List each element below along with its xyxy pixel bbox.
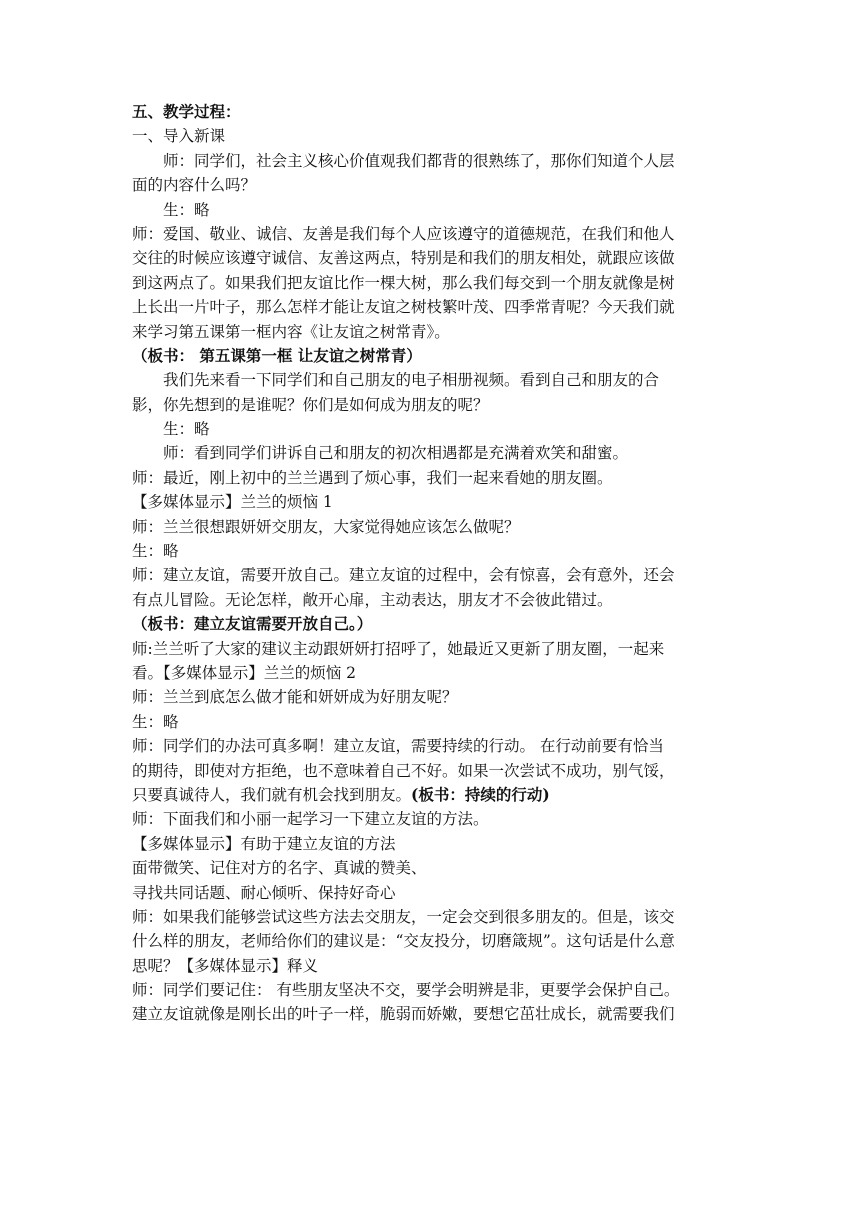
paragraph-line: 师:兰兰听了大家的建议主动跟妍妍打招呼了，她最近又更新了朋友圈，一起来 bbox=[132, 639, 665, 658]
board-note: （板书：建立友谊需要开放自己。） bbox=[132, 614, 373, 634]
document-body bbox=[132, 100, 732, 1027]
paragraph-line: 师：同学们，社会主义核心价值观我们都背的很熟练了，那你们知道个人层 bbox=[163, 151, 675, 170]
paragraph-line: 什么样的朋友，老师给你们的建议是：“交友投分，切磨箴规”。这句话是什么意 bbox=[132, 932, 675, 951]
board-note-inline: (板书：持续的行动) bbox=[411, 784, 550, 804]
paragraph-line: 交往的时候应该遵守诚信、友善这两点，特别是和我们的朋友相处，就跟应该做 bbox=[132, 249, 675, 268]
section-heading: 五、教学过程： bbox=[132, 102, 241, 121]
paragraph-line: 生：略 bbox=[132, 712, 179, 731]
paragraph-line: 思呢？【多媒体显示】释义 bbox=[132, 956, 319, 975]
paragraph-line: 【多媒体显示】有助于建立友谊的方法 bbox=[132, 834, 396, 853]
paragraph-line: 师：爱国、敬业、诚信、友善是我们每个人应该遵守的道德规范，在我们和他人 bbox=[132, 224, 675, 243]
paragraph-line: 有点儿冒险。无论怎样，敞开心扉，主动表达，朋友才不会彼此错过。 bbox=[132, 590, 613, 609]
paragraph-line: 来学习第五课第一框内容《让友谊之树常青》。 bbox=[132, 322, 450, 341]
paragraph-line: 生：略 bbox=[163, 420, 210, 439]
paragraph-text: 只要真诚待人，我们就有机会找到朋友。 bbox=[132, 785, 412, 804]
paragraph-line: 面带微笑、记住对方的名字、真诚的赞美、 bbox=[132, 859, 427, 878]
board-note: （板书： 第五课第一框 让友谊之树常青） bbox=[132, 345, 422, 365]
paragraph-line: 师：看到同学们讲诉自己和朋友的初次相遇都是充满着欢笑和甜蜜。 bbox=[163, 444, 629, 463]
paragraph-line: 师：建立友谊，需要开放自己。建立友谊的过程中，会有惊喜，会有意外，还会 bbox=[132, 566, 675, 585]
paragraph-line: 寻找共同话题、耐心倾听、保持好奇心 bbox=[132, 883, 396, 902]
paragraph-line: 的期待，即使对方拒绝，也不意味着自己不好。如果一次尝试不成功，别气馁， bbox=[132, 761, 675, 780]
paragraph-line: 师：同学们的办法可真多啊！建立友谊，需要持续的行动。 在行动前要有恰当 bbox=[132, 737, 664, 756]
paragraph-line: 生：略 bbox=[163, 200, 210, 219]
paragraph-line: 我们先来看一下同学们和自己朋友的电子相册视频。看到自己和朋友的合 bbox=[163, 371, 660, 390]
paragraph-line bbox=[132, 783, 732, 807]
paragraph-line: 【多媒体显示】兰兰的烦恼 1 bbox=[132, 493, 333, 512]
paragraph-line: 生：略 bbox=[132, 542, 179, 561]
paragraph-line: 建立友谊就像是刚长出的叶子一样，脆弱而娇嫩，要想它茁壮成长，就需要我们 bbox=[132, 1005, 675, 1024]
paragraph-line: 师：如果我们能够尝试这些方法去交朋友，一定会交到很多朋友的。但是，该交 bbox=[132, 907, 675, 926]
paragraph-line: 师：兰兰到底怎么做才能和妍妍成为好朋友呢？ bbox=[132, 688, 458, 707]
paragraph-line: 影，你先想到的是谁呢？你们是如何成为朋友的呢？ bbox=[132, 395, 489, 414]
paragraph-line: 师：最近，刚上初中的兰兰遇到了烦心事，我们一起来看她的朋友圈。 bbox=[132, 468, 613, 487]
paragraph-line: 面的内容什么吗？ bbox=[132, 176, 257, 195]
paragraph-line: 师：下面我们和小丽一起学习一下建立友谊的方法。 bbox=[132, 810, 489, 829]
paragraph-line: 师：同学们要记住： 有些朋友坚决不交，要学会明辨是非，更要学会保护自己。 bbox=[132, 981, 680, 1000]
paragraph-line: 师：兰兰很想跟妍妍交朋友，大家觉得她应该怎么做呢？ bbox=[132, 517, 520, 536]
paragraph-line: 看。【多媒体显示】兰兰的烦恼 2 bbox=[132, 663, 357, 682]
subsection-heading: 一、导入新课 bbox=[132, 127, 226, 146]
paragraph-line: 上长出一片叶子，那么怎样才能让友谊之树枝繁叶茂、四季常青呢？今天我们就 bbox=[132, 298, 675, 317]
paragraph-line: 到这两点了。如果我们把友谊比作一棵大树，那么我们每交到一个朋友就像是树 bbox=[132, 273, 675, 292]
